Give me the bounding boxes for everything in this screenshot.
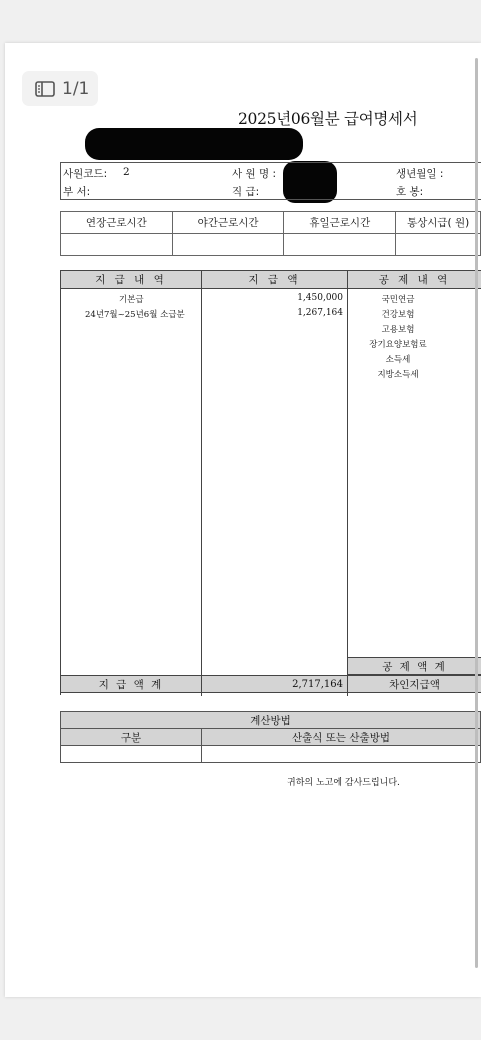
pay-item-base: 기본급 bbox=[119, 295, 144, 305]
deduction-long-term-care: 장기요양보험료 bbox=[369, 340, 427, 350]
grade-label: 호 봉: bbox=[396, 186, 424, 198]
pay-total-label: 지 급 액 계 bbox=[61, 675, 202, 693]
department-label: 부 서: bbox=[63, 186, 91, 198]
night-hours-header: 야간근로시간 bbox=[172, 212, 284, 234]
calculation-method-table bbox=[60, 711, 481, 763]
holiday-hours-header: 휴일근로시간 bbox=[284, 212, 396, 234]
employee-name-label: 사 원 명 : bbox=[232, 168, 276, 180]
thanks-message: 귀하의 노고에 감사드립니다. bbox=[287, 778, 400, 788]
hourly-wage-value bbox=[396, 234, 481, 256]
sidebar-panel-icon[interactable] bbox=[35, 81, 55, 97]
deduction-health-insurance: 건강보험 bbox=[381, 310, 415, 320]
calculation-title: 계산방법 bbox=[61, 712, 481, 729]
hourly-wage-header: 통상시급( 원) bbox=[396, 212, 481, 234]
birthdate-label: 생년월일 : bbox=[396, 168, 444, 180]
deduction-income-tax: 소득세 bbox=[385, 355, 411, 365]
pay-amount-retroactive: 1,267,164 bbox=[297, 308, 343, 318]
pay-amount-base: 1,450,000 bbox=[297, 293, 343, 303]
redacted-company-name bbox=[85, 128, 303, 160]
overtime-hours-value bbox=[61, 234, 173, 256]
net-pay-label: 차인지급액 bbox=[348, 675, 481, 693]
payslip-title: 2025년06월분 급여명세서 bbox=[238, 110, 418, 128]
calculation-category-cell bbox=[61, 746, 202, 763]
employee-info-section bbox=[60, 162, 481, 200]
night-hours-value bbox=[172, 234, 284, 256]
calculation-method-cell bbox=[202, 746, 481, 763]
work-hours-table bbox=[60, 211, 481, 256]
calculation-category-header: 구분 bbox=[61, 729, 202, 746]
deduction-total-label: 공 제 액 계 bbox=[348, 657, 481, 675]
overtime-hours-header: 연장근로시간 bbox=[61, 212, 173, 234]
deduction-items-header: 공 제 내 역 bbox=[348, 271, 481, 289]
deduction-national-pension: 국민연금 bbox=[381, 295, 415, 305]
deduction-local-income-tax: 지방소득세 bbox=[377, 370, 419, 380]
column-divider bbox=[201, 271, 202, 696]
employee-code-label: 사원코드: bbox=[63, 168, 108, 180]
pay-total-value: 2,717,164 bbox=[202, 675, 348, 693]
deduction-employment-insurance: 고용보험 bbox=[381, 325, 415, 335]
position-label: 직 급: bbox=[232, 186, 260, 198]
page-number-label: 1/1 bbox=[62, 78, 90, 99]
pdf-page bbox=[5, 43, 481, 997]
page-indicator[interactable] bbox=[22, 71, 98, 106]
pay-amount-header: 지 급 액 bbox=[202, 271, 348, 289]
pay-item-retroactive: 24년7월~25년6월 소급분 bbox=[85, 310, 185, 320]
pay-deduction-table bbox=[60, 270, 481, 695]
holiday-hours-value bbox=[284, 234, 396, 256]
calculation-method-header: 산출식 또는 산출방법 bbox=[202, 729, 481, 746]
pay-items-header: 지 급 내 역 bbox=[61, 271, 202, 289]
employee-code-value: 2 bbox=[123, 166, 130, 178]
vertical-scrollbar[interactable] bbox=[475, 58, 478, 968]
